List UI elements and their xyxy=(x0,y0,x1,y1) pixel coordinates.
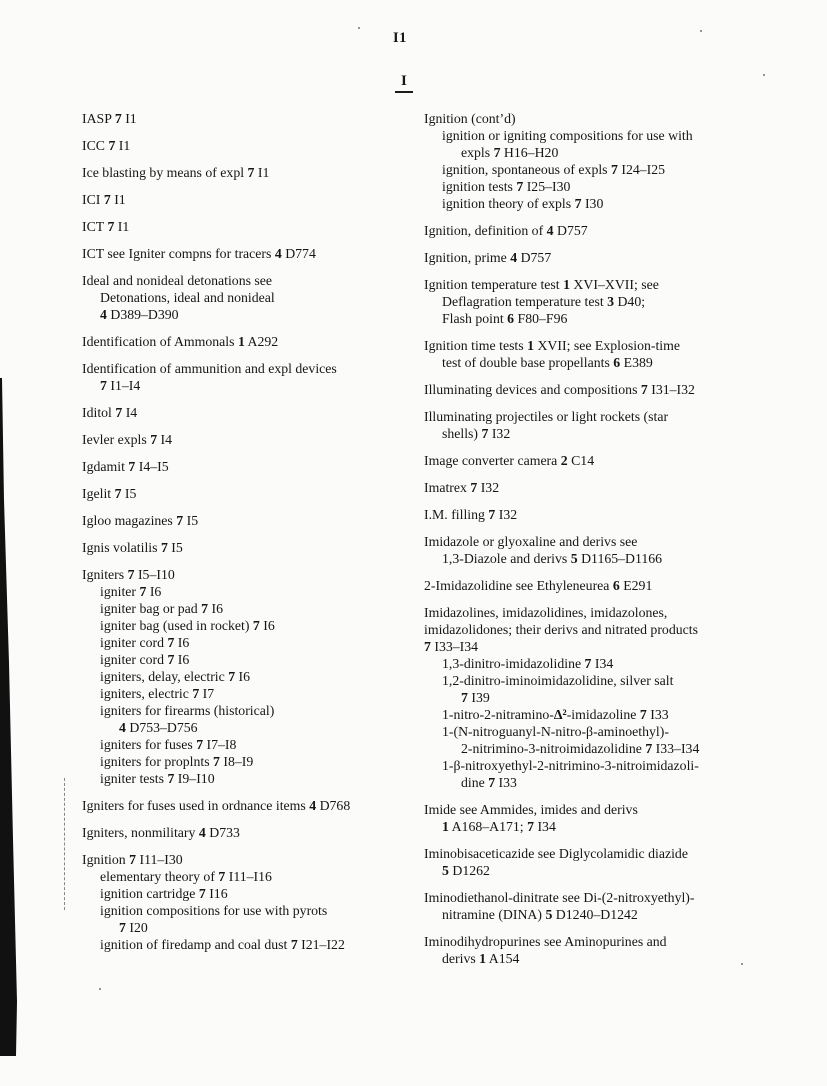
index-line: Identification of ammunition and expl devices xyxy=(82,361,337,376)
index-line: dine 7 I33 xyxy=(461,775,517,790)
index-entry xyxy=(424,408,822,442)
index-line: ICT see Igniter compns for tracers 4 D774 xyxy=(82,246,316,261)
index-line: Ignition time tests 1 XVII; see Explosion-time xyxy=(424,338,680,353)
index-entry xyxy=(82,512,432,529)
index-line: test of double base propellants 6 E389 xyxy=(442,355,653,370)
index-line: igniter bag or pad 7 I6 xyxy=(100,601,224,616)
index-line: 5 D1262 xyxy=(442,863,490,878)
index-line: ignition, spontaneous of expls 7 I24–I25 xyxy=(442,162,666,177)
index-line: Ignition temperature test 1 XVI–XVII; see xyxy=(424,277,659,292)
index-entry xyxy=(424,110,822,212)
index-line: ICC 7 I1 xyxy=(82,138,131,153)
index-line: nitramine (DINA) 5 D1240–D1242 xyxy=(442,907,638,922)
index-entry xyxy=(82,824,432,841)
index-entry xyxy=(82,218,432,235)
index-line: 7 I39 xyxy=(461,690,490,705)
index-line: Detonations, ideal and nonideal xyxy=(100,290,275,305)
scan-speck xyxy=(99,988,101,990)
index-entry xyxy=(424,889,822,923)
index-line: igniters for firearms (historical) xyxy=(100,703,275,718)
index-entry xyxy=(82,360,432,394)
index-line: Iditol 7 I4 xyxy=(82,405,138,420)
index-line: Iminobisaceticazide see Diglycolamidic diazide xyxy=(424,846,688,861)
index-line: 1-β-nitroxyethyl-2-nitrimino-3-nitroimidazoli- xyxy=(442,758,699,773)
index-entry xyxy=(82,191,432,208)
index-line: ICI 7 I1 xyxy=(82,192,126,207)
index-line: igniters, delay, electric 7 I6 xyxy=(100,669,251,684)
index-line: Deflagration temperature test 3 D40; xyxy=(442,294,646,309)
index-entry xyxy=(424,249,822,266)
index-entry xyxy=(424,845,822,879)
index-line: IASP 7 I1 xyxy=(82,111,137,126)
index-entry xyxy=(82,110,432,127)
index-entry xyxy=(424,506,822,523)
index-line: ICT 7 I1 xyxy=(82,219,130,234)
scan-speck xyxy=(700,30,702,32)
index-line: Ideal and nonideal detonations see xyxy=(82,273,273,288)
index-line: Ignition, prime 4 D757 xyxy=(424,250,552,265)
index-line: igniters, electric 7 I7 xyxy=(100,686,215,701)
index-line: I.M. filling 7 I32 xyxy=(424,507,518,522)
scan-speck xyxy=(358,27,360,29)
index-line: 2-Imidazolidine see Ethyleneurea 6 E291 xyxy=(424,578,653,593)
index-line: 1-nitro-2-nitramino-Δ²-imidazoline 7 I33 xyxy=(442,707,669,722)
index-entry xyxy=(82,458,432,475)
index-line: Igniters 7 I5–I10 xyxy=(82,567,175,582)
index-line: 1,3-dinitro-imidazolidine 7 I34 xyxy=(442,656,614,671)
index-line: igniters for fuses 7 I7–I8 xyxy=(100,737,237,752)
index-line: Illuminating devices and compositions 7 I31–I32 xyxy=(424,382,695,397)
index-entry xyxy=(82,164,432,181)
index-line: Ievler expls 7 I4 xyxy=(82,432,173,447)
index-line: 1,2-dinitro-iminoimidazolidine, silver salt xyxy=(442,673,674,688)
index-line: 7 I1–I4 xyxy=(100,378,141,393)
scan-speck xyxy=(763,74,765,76)
scan-artifact-margin-dashes xyxy=(64,778,65,910)
index-entry xyxy=(424,933,822,967)
index-line: Igdamit 7 I4–I5 xyxy=(82,459,169,474)
index-entry xyxy=(82,797,432,814)
index-line: Imidazole or glyoxaline and derivs see xyxy=(424,534,638,549)
index-line: ignition tests 7 I25–I30 xyxy=(442,179,571,194)
index-line: Ice blasting by means of expl 7 I1 xyxy=(82,165,270,180)
index-line: 1,3-Diazole and derivs 5 D1165–D1166 xyxy=(442,551,663,566)
index-entry xyxy=(424,533,822,567)
index-entry xyxy=(424,381,822,398)
index-line: ignition compositions for use with pyrots xyxy=(100,903,328,918)
index-entry xyxy=(82,566,432,787)
index-line: imidazolidones; their derivs and nitrated products xyxy=(424,622,698,637)
index-entry xyxy=(82,333,432,350)
index-line: Igniters, nonmilitary 4 D733 xyxy=(82,825,240,840)
index-line: Imide see Ammides, imides and derivs xyxy=(424,802,638,817)
index-line: 7 I33–I34 xyxy=(424,639,479,654)
index-line: ignition theory of expls 7 I30 xyxy=(442,196,604,211)
index-line: Flash point 6 F80–F96 xyxy=(442,311,568,326)
index-line: Igniters for fuses used in ordnance items 4 D768 xyxy=(82,798,351,813)
index-line: Ignition (cont’d) xyxy=(424,111,516,126)
section-letter-heading: I xyxy=(395,73,413,93)
index-entry xyxy=(424,222,822,239)
index-entry xyxy=(424,801,822,835)
index-entry xyxy=(424,604,822,791)
index-entry xyxy=(82,272,432,323)
index-line: Imatrex 7 I32 xyxy=(424,480,500,495)
index-line: Ignis volatilis 7 I5 xyxy=(82,540,183,555)
index-entry xyxy=(424,337,822,371)
index-line: igniters for proplnts 7 I8–I9 xyxy=(100,754,254,769)
index-line: shells) 7 I32 xyxy=(442,426,511,441)
index-entry xyxy=(82,431,432,448)
index-line: igniter cord 7 I6 xyxy=(100,652,190,667)
index-line: Ignition, definition of 4 D757 xyxy=(424,223,588,238)
index-line: 2-nitrimino-3-nitroimidazolidine 7 I33–I34 xyxy=(461,741,700,756)
page-number: I1 xyxy=(393,30,407,46)
scan-speck xyxy=(741,963,743,965)
index-entry xyxy=(424,577,822,594)
index-line: Iminodiethanol-dinitrate see Di-(2-nitroxyethyl)- xyxy=(424,890,695,905)
index-line: Imidazolines, imidazolidines, imidazolones, xyxy=(424,605,668,620)
index-line: elementary theory of 7 I11–I16 xyxy=(100,869,272,884)
index-line: igniter cord 7 I6 xyxy=(100,635,190,650)
scan-artifact-bar xyxy=(0,378,20,1056)
index-line: Illuminating projectiles or light rockets (star xyxy=(424,409,669,424)
index-line: ignition or igniting compositions for use with xyxy=(442,128,693,143)
index-entry xyxy=(424,276,822,327)
index-line: 7 I20 xyxy=(119,920,148,935)
index-entry xyxy=(82,485,432,502)
index-line: Identification of Ammonals 1 A292 xyxy=(82,334,279,349)
index-line: 1 A168–A171; 7 I34 xyxy=(442,819,556,834)
index-line: Igelit 7 I5 xyxy=(82,486,137,501)
index-line: 4 D753–D756 xyxy=(119,720,198,735)
index-column-right xyxy=(424,110,822,977)
index-line: ignition cartridge 7 I16 xyxy=(100,886,228,901)
index-line: expls 7 H16–H20 xyxy=(461,145,559,160)
index-entry xyxy=(82,539,432,556)
index-line: igniter 7 I6 xyxy=(100,584,162,599)
index-entry xyxy=(82,137,432,154)
index-line: igniter tests 7 I9–I10 xyxy=(100,771,215,786)
index-line: igniter bag (used in rocket) 7 I6 xyxy=(100,618,275,633)
index-line: 1-(N-nitroguanyl-N-nitro-β-aminoethyl)- xyxy=(442,724,669,739)
index-entry xyxy=(82,245,432,262)
index-line: derivs 1 A154 xyxy=(442,951,520,966)
index-line: ignition of firedamp and coal dust 7 I21–I22 xyxy=(100,937,345,952)
index-line: Image converter camera 2 C14 xyxy=(424,453,595,468)
index-entry xyxy=(82,404,432,421)
index-entry xyxy=(424,479,822,496)
index-entry xyxy=(82,851,432,953)
index-entry xyxy=(424,452,822,469)
index-line: 4 D389–D390 xyxy=(100,307,179,322)
index-line: Iminodihydropurines see Aminopurines and xyxy=(424,934,667,949)
index-column-left xyxy=(82,110,432,963)
index-line: Ignition 7 I11–I30 xyxy=(82,852,183,867)
index-line: Igloo magazines 7 I5 xyxy=(82,513,199,528)
